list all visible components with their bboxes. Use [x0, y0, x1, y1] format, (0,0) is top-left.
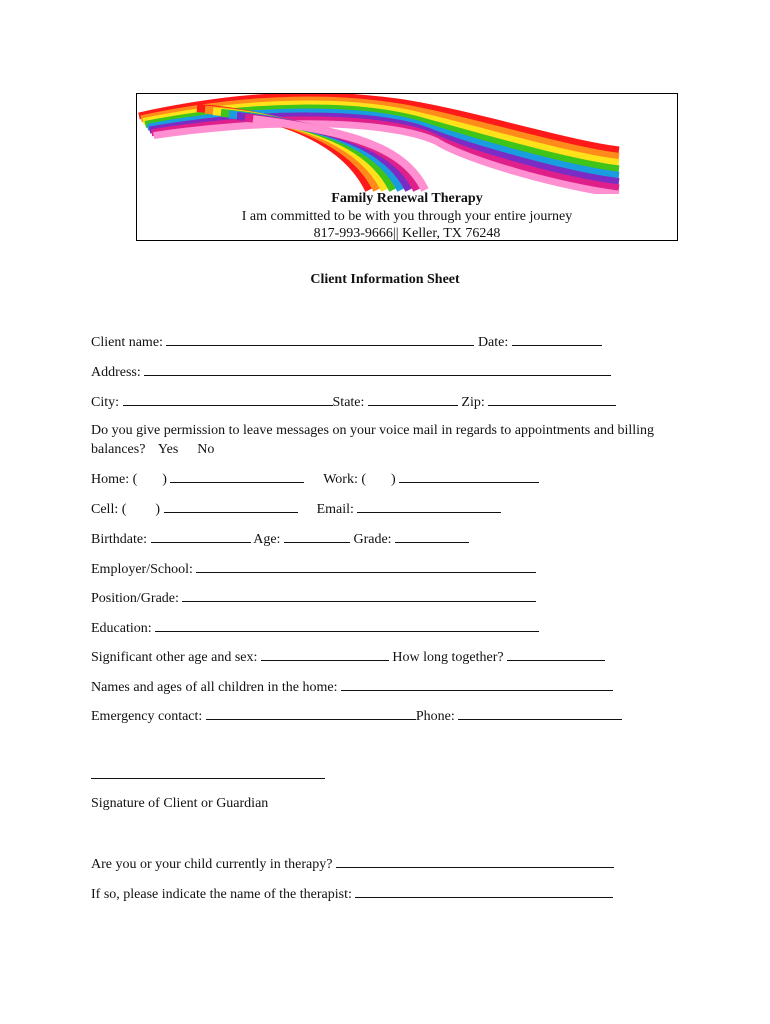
position-field[interactable]	[182, 588, 536, 602]
date-field[interactable]	[512, 332, 602, 346]
therapy-field[interactable]	[336, 854, 614, 868]
cell-email-row	[91, 499, 501, 519]
emergency-phone-field[interactable]	[458, 706, 622, 720]
home-phone-label: Home: (	[91, 472, 138, 487]
home-work-phone-row	[91, 469, 539, 489]
grade-label: Grade:	[353, 532, 392, 547]
contact-info: 817-993-9666|| Keller, TX 76248	[313, 226, 501, 241]
therapist-label: If so, please indicate the name of the therapist:	[91, 887, 352, 902]
address-row	[91, 362, 611, 382]
client-name-field[interactable]	[166, 332, 474, 346]
voicemail-permission-question	[91, 421, 671, 459]
email-field[interactable]	[357, 499, 501, 513]
city-state-zip-row	[91, 392, 616, 412]
no-option[interactable]: No	[197, 442, 215, 457]
tagline: I am committed to be with you through your entire journey	[241, 209, 573, 224]
position-row	[91, 588, 536, 608]
work-phone-field[interactable]	[399, 469, 539, 483]
position-label: Position/Grade:	[91, 591, 179, 606]
org-name: Family Renewal Therapy	[331, 191, 483, 206]
children-row	[91, 677, 613, 697]
education-label: Education:	[91, 621, 152, 636]
significant-other-row	[91, 647, 605, 667]
therapy-row	[91, 854, 614, 874]
yes-option[interactable]: Yes	[157, 442, 179, 457]
significant-other-field[interactable]	[261, 647, 389, 661]
significant-other-label: Significant other age and sex:	[91, 650, 258, 665]
birthdate-age-grade-row	[91, 529, 469, 549]
age-field[interactable]	[284, 529, 350, 543]
how-long-together-field[interactable]	[507, 647, 605, 661]
state-label: State:	[332, 395, 365, 410]
address-field[interactable]	[144, 362, 611, 376]
email-label: Email:	[316, 502, 354, 517]
birthdate-label: Birthdate:	[91, 532, 147, 547]
birthdate-field[interactable]	[151, 529, 251, 543]
state-field[interactable]	[368, 392, 458, 406]
age-label: Age:	[253, 532, 281, 547]
signature-label: Signature of Client or Guardian	[91, 796, 269, 811]
zip-field[interactable]	[488, 392, 616, 406]
address-label: Address:	[91, 365, 141, 380]
children-label: Names and ages of all children in the home:	[91, 680, 338, 695]
rainbow-logo-icon	[137, 94, 677, 194]
work-paren-close: )	[391, 472, 396, 487]
home-paren-close: )	[162, 472, 167, 487]
work-phone-label: Work: (	[323, 472, 366, 487]
employer-label: Employer/School:	[91, 562, 193, 577]
therapy-label: Are you or your child currently in therapy?	[91, 857, 333, 872]
city-field[interactable]	[123, 392, 333, 406]
form-title: Client Information Sheet	[310, 272, 460, 287]
client-name-label: Client name:	[91, 335, 163, 350]
education-row	[91, 618, 539, 638]
emergency-contact-row	[91, 706, 622, 726]
education-field[interactable]	[155, 618, 539, 632]
cell-phone-label: Cell: (	[91, 502, 127, 517]
phone-label: Phone:	[415, 709, 455, 724]
signature-field[interactable]	[91, 778, 325, 779]
zip-label: Zip:	[461, 395, 485, 410]
letterhead	[136, 93, 678, 241]
emergency-contact-field[interactable]	[206, 706, 416, 720]
therapist-field[interactable]	[355, 884, 613, 898]
children-field[interactable]	[341, 677, 613, 691]
cell-phone-field[interactable]	[164, 499, 298, 513]
cell-paren-close: )	[155, 502, 161, 517]
employer-row	[91, 559, 536, 579]
client-name-row	[91, 332, 602, 352]
how-long-together-label: How long together?	[392, 650, 504, 665]
date-label: Date:	[477, 335, 509, 350]
permission-text: Do you give permission to leave messages on your voice mail in regards to appointments and billing balances?	[91, 423, 655, 457]
city-label: City:	[91, 395, 120, 410]
emergency-contact-label: Emergency contact:	[91, 709, 203, 724]
home-phone-field[interactable]	[170, 469, 304, 483]
grade-field[interactable]	[395, 529, 469, 543]
therapist-row	[91, 884, 613, 904]
employer-field[interactable]	[196, 559, 536, 573]
